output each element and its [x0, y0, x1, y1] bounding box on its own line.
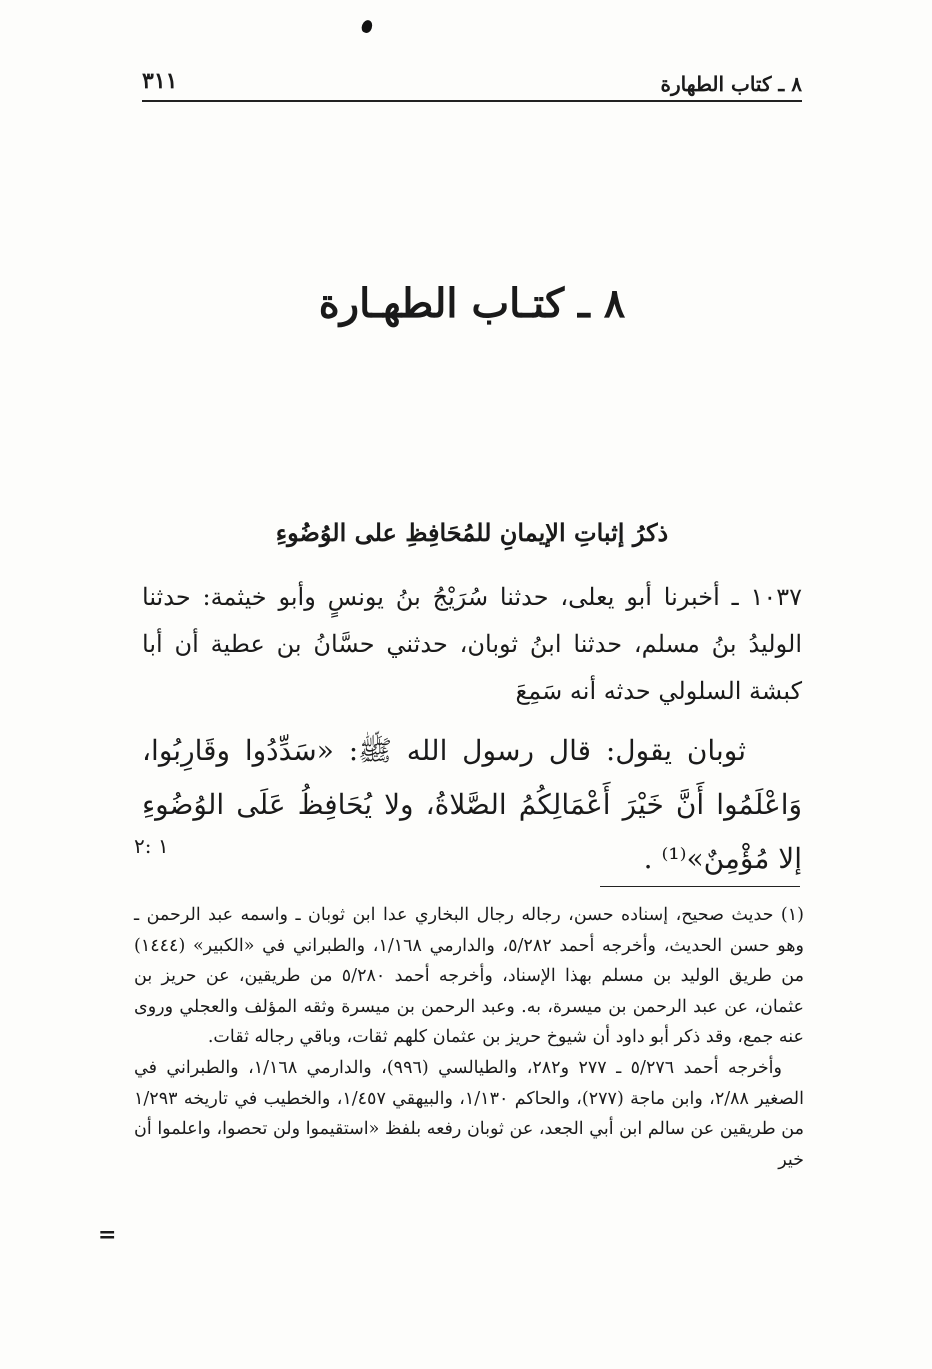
footnote-1: (١) حديث صحيح، إسناده حسن، رجاله رجال البخاري عدا ابن ثوبان ـ واسمه عبد الرحمن ـ وهو حسن الحديث، وأخرجه أحمد ٥/٢٨٢، والدارمي ١/١٦٨، والطبراني في «الكبير» (١٤٤٤) من طريق الوليد بن مسلم بهذا الإسناد، وأخرجه أحمد ٥/٢٨٠ من طريقين، عن حريز بن عثمان، عن عبد الرحمن بن ميسرة، به. وعبد الرحمن بن ميسرة وثقه المؤلف والعجلي وروى عنه جمع، وقد ذكر أبو داود أن شيوخ حريز بن عثمان كلهم ثقات، وباقي رجاله ثقات.: [134, 905, 804, 1048]
footnote-1-continued: وأخرجه أحمد ٥/٢٧٦ ـ ٢٧٧ و٢٨٢، والطيالسي (٩٩٦)، والدارمي ١/١٦٨، والطبراني في الصغير ٢/٨٨، وابن ماجة (٢٧٧)، والحاكم ١/١٣٠، والبيهقي ١/٤٥٧، والخطيب في تاريخه ١/٢٩٣ من طريقين عن سالم ابن أبي الجعد، عن ثوبان رفعه بلفظ «استقيموا ولن تحصوا، واعلموا أن خير: [134, 1057, 804, 1170]
running-title: ٨ ـ كتاب الطهارة: [660, 72, 802, 96]
reference-marker: ١ :٢: [134, 834, 169, 858]
chapter-title: ٨ ـ كتـاب الطهـارة: [318, 280, 626, 327]
continuation-mark: =: [98, 1222, 117, 1248]
footnotes: [134, 900, 804, 1175]
ink-mark: [360, 19, 374, 35]
section-heading: ذكرُ إثباتِ الإيمانِ للمُحَافِظِ على الوُضُوءِ: [275, 518, 669, 547]
hadith-isnad-paragraph: ١٠٣٧ ـ أخبرنا أبو يعلى، حدثنا سُرَيْجُ بنُ يونسٍ وأبو خيثمة: حدثنا الوليدُ بنُ مسلم، حدثنا ابنُ ثوبان، حدثني حسَّانُ بن عطية أن أبا كبشة السلولي حدثه أنه سَمِعَ: [142, 583, 802, 705]
hadith-text-paragraph: [142, 724, 802, 886]
footnote-separator: [600, 886, 800, 887]
hadith-text: ثوبان يقول: قال رسول الله ﷺ: «سَدِّدُوا وقَارِبُوا، وَاعْلَمُوا أَنَّ خَيْرَ أَعْمَالِكُمُ الصَّلاةُ، ولا يُحَافِظُ عَلَى الوُضُوءِ إلا مُؤْمِنٌ»⁽¹⁾ .: [142, 734, 802, 875]
page-number: ٣١١: [142, 68, 178, 94]
running-header: [142, 66, 802, 102]
